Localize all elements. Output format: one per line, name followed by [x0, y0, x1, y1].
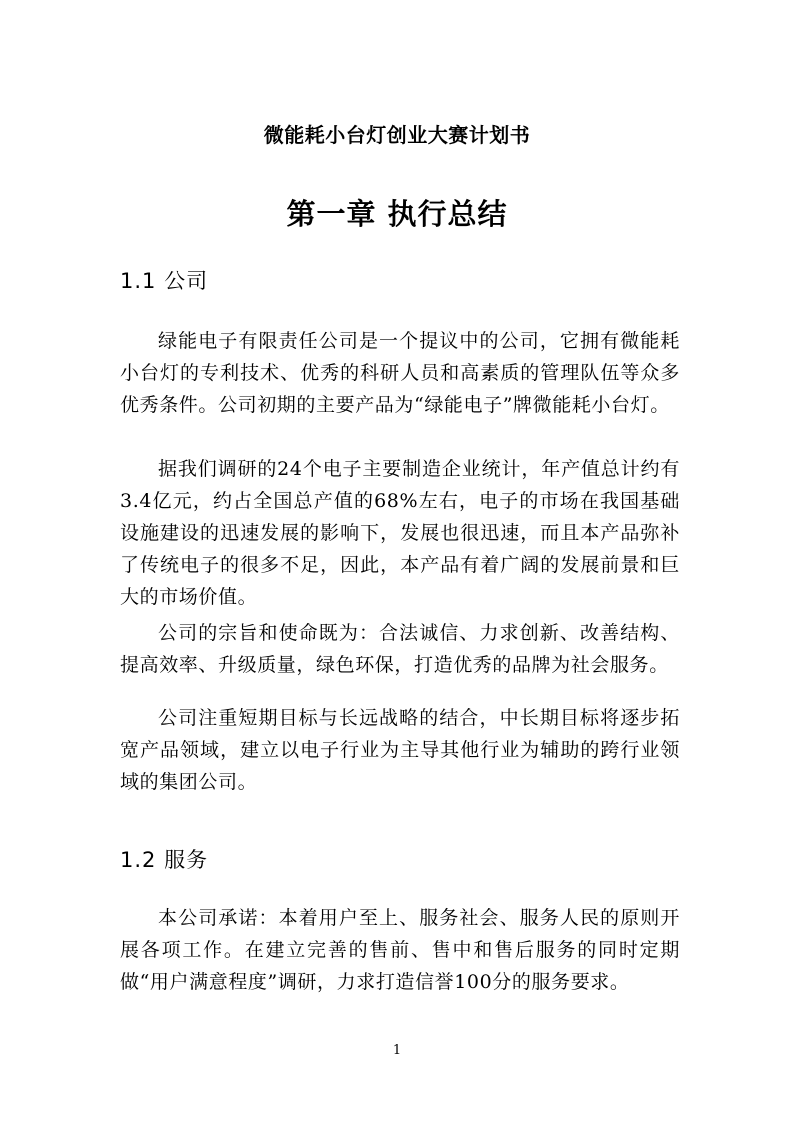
- section-heading-service: 1.2 服务: [120, 848, 209, 872]
- page-number: 1: [392, 1043, 402, 1058]
- section-heading-company: 1.1 公司: [120, 269, 209, 293]
- paragraph-goals: 公司注重短期目标与长远战略的结合，中长期目标将逐步拓宽产品领域，建立以电子行业为主导其他行业为辅助的跨行业领域的集团公司。: [120, 707, 680, 793]
- chapter-title: 第一章 执行总结: [286, 197, 508, 231]
- paragraph-company-intro: 绿能电子有限责任公司是一个提议中的公司，它拥有微能耗小台灯的专利技术、优秀的科研人员和高素质的管理队伍等众多优秀条件。公司初期的主要产品为“绿能电子”牌微能耗小台灯。: [120, 330, 680, 416]
- paragraph-service-commitment: 本公司承诺：本着用户至上、服务社会、服务人民的原则开展各项工作。在建立完善的售前、售中和售后服务的同时定期做“用户满意程度”调研，力求打造信誉100分的服务要求。: [120, 907, 680, 993]
- paragraph-mission: 公司的宗旨和使命既为：合法诚信、力求创新、改善结构、提高效率、升级质量，绿色环保，打造优秀的品牌为社会服务。: [120, 622, 680, 676]
- document-title: 微能耗小台灯创业大赛计划书: [263, 123, 531, 147]
- paragraph-market-stats: 据我们调研的24个电子主要制造企业统计，年产值总计约有3.4亿元，约占全国总产值的68%左右，电子的市场在我国基础设施建设的迅速发展的影响下，发展也很迅速，而且本产品弥补了传统电子的很多不足，因此，本产品有着广阔的发展前景和巨大的市场价值。: [120, 458, 680, 608]
